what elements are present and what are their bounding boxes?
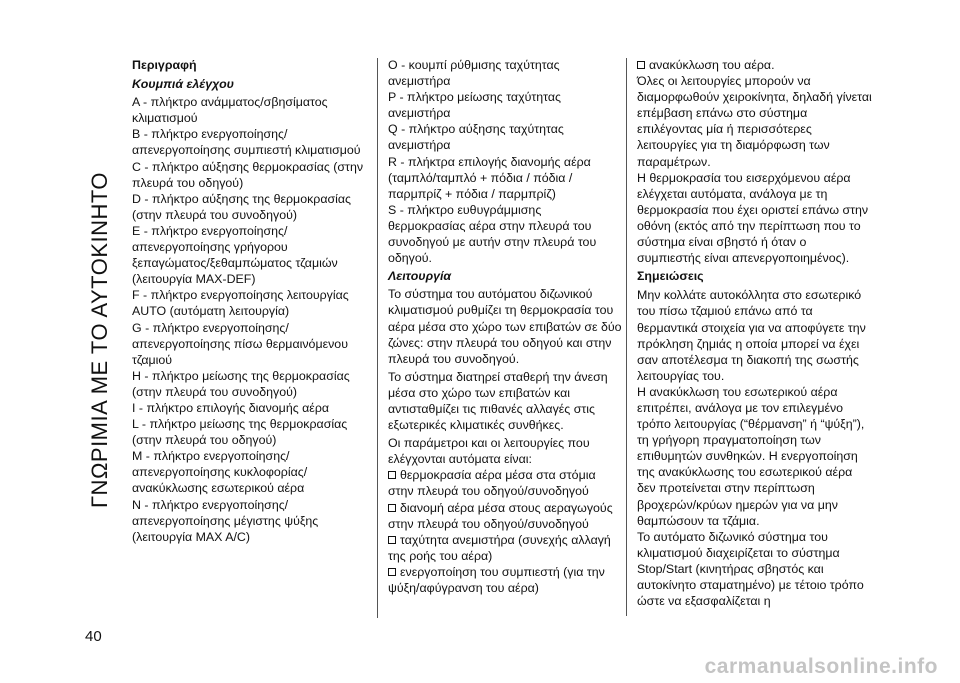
note-paragraph: Το αυτόματο διζωνικό σύστημα του κλιματισμού διαχειρίζεται το σύστημα Stop/Start (κινητήρας σβηστός και αυτοκίνητο σταματημένο) με τέτοιο τρόπο ώστε να εξασφαλίζεται η xyxy=(637,529,864,609)
subheading-controls: Κουμπιά ελέγχου xyxy=(132,77,234,92)
control-item-b: B - πλήκτρο ενεργοποίησης/απενεργοποίησης συμπιεστή κλιματισμού xyxy=(132,127,361,158)
section-side-title xyxy=(80,20,120,660)
paragraph: Οι παράμετροι και οι λειτουργίες που ελέγχονται αυτόματα είναι: xyxy=(388,436,590,467)
paragraph: Όλες οι λειτουργίες μπορούν να διαμορφωθούν χειροκίνητα, δηλαδή γίνεται επέμβαση επάνω στο σύστημα επιλέγοντας μία ή περισσότερες λειτουργίες για τη διαμόρφωση των παραμέτρων. xyxy=(637,74,872,169)
side-title-text: ΓΝΩΡΙΜΙΑ ΜΕ ΤΟ ΑΥΤΟΚΙΝΗΤΟ xyxy=(87,171,113,509)
column-left xyxy=(132,57,364,545)
bullet-item xyxy=(388,532,622,564)
bullet-text: διανομή αέρα μέσα στους αεραγωγούς στην πλευρά του οδηγού/συνοδηγού xyxy=(388,500,613,531)
bullet-item xyxy=(388,564,622,596)
control-item-r: R - πλήκτρα επιλογής διανομής αέρα (ταμπλό/ταμπλό + πόδια / πόδια / παρμπρίζ + πόδια / παρμπρίζ) xyxy=(388,154,591,201)
watermark-logo: carmanualsonline.info xyxy=(704,655,938,678)
control-item-i: I - πλήκτρο επιλογής διανομής αέρα xyxy=(132,400,330,415)
square-bullet-icon xyxy=(388,568,396,576)
control-item-l: L - πλήκτρο μείωσης της θερμοκρασίας (στην πλευρά του οδηγού) xyxy=(132,417,348,448)
control-item-m: M - πλήκτρο ενεργοποίησης/απενεργοποίησης κυκλοφορίας/ανακύκλωσης εσωτερικού αέρα xyxy=(132,449,308,496)
column-divider xyxy=(626,58,627,616)
subheading-operation: Λειτουργία xyxy=(388,269,452,284)
column-middle xyxy=(388,57,622,596)
bullet-text: ενεργοποίηση του συμπιεστή (για την ψύξη/αφύγρανση του αέρα) xyxy=(388,564,605,595)
bullet-text: ταχύτητα ανεμιστήρα (συνεχής αλλαγή της ροής του αέρα) xyxy=(388,532,611,563)
control-item-o: O - κουμπί ρύθμισης ταχύτητας ανεμιστήρα xyxy=(388,58,560,89)
page-number: 40 xyxy=(85,628,102,645)
square-bullet-icon xyxy=(388,471,396,479)
square-bullet-icon xyxy=(388,536,396,544)
paragraph: Το σύστημα διατηρεί σταθερή την άνεση μέσα στο χώρο των επιβατών και αντισταθμίζει τις πιθανές αλλαγές στις εξωτερικές κλιματικές συνθήκες. xyxy=(388,369,608,433)
bullet-item xyxy=(388,500,622,532)
control-item-d: D - πλήκτρο αύξησης της θερμοκρασίας (στην πλευρά του συνοδηγού) xyxy=(132,191,352,222)
note-paragraph: Μην κολλάτε αυτοκόλλητα στο εσωτερικό του πίσω τζαμιού επάνω από τα θερμαντικά στοιχεία για να αποφύγετε την πρόκληση ζημιάς η οποία μπορεί να έχει σαν αποτέλεσμα τη διακοπή της σωστής λειτουργίας του. xyxy=(637,288,866,383)
paragraph: Το σύστημα του αυτόματου διζωνικού κλιματισμού ρυθμίζει τη θερμοκρασία του αέρα μέσα στο χώρο των επιβατών σε δύο ζώνες: στην πλευρά του οδηγού και στην πλευρά του συνοδηγού. xyxy=(388,287,622,366)
control-item-g: G - πλήκτρο ενεργοποίησης/απενεργοποίησης πίσω θερμαινόμενου τζαμιού xyxy=(132,320,348,367)
control-item-p: P - πλήκτρο μείωσης ταχύτητας ανεμιστήρα xyxy=(388,90,562,121)
bullet-text: ανακύκλωση του αέρα. xyxy=(649,58,775,72)
column-right xyxy=(637,57,873,609)
control-item-n: N - πλήκτρο ενεργοποίησης/απενεργοποίησης μέγιστης ψύξης (λειτουργία MAX A/C) xyxy=(132,497,319,544)
control-item-f: F - πλήκτρο ενεργοποίησης λειτουργίας AUTO (αυτόματη λειτουργία) xyxy=(132,288,349,319)
section-heading-description: Περιγραφή xyxy=(132,58,197,72)
control-item-c: C - πλήκτρο αύξησης θερμοκρασίας (στην πλευρά του οδηγού) xyxy=(132,159,364,190)
control-item-s: S - πλήκτρο ευθυγράμμισης θερμοκρασίας αέρα στην πλευρά του συνοδηγού με αυτήν στην πλευρά του οδηγού. xyxy=(388,202,597,266)
control-item-a: A - πλήκτρο ανάμματος/σβησίματος κλιματισμού xyxy=(132,95,328,126)
control-item-q: Q - πλήκτρο αύξησης ταχύτητας ανεμιστήρα xyxy=(388,122,564,153)
control-item-e: E - πλήκτρο ενεργοποίησης/απενεργοποίησης γρήγορου ξεπαγώματος/ξεθαμπώματος τζαμιών (λειτουργία MAX-DEF) xyxy=(132,223,338,287)
square-bullet-icon xyxy=(637,61,645,69)
square-bullet-icon xyxy=(388,504,396,512)
bullet-item xyxy=(388,467,622,499)
note-paragraph: Η ανακύκλωση του εσωτερικού αέρα επιτρέπει, ανάλογα με τον επιλεγμένο τρόπο λειτουργίας (“θέρμανση” ή “ψύξη”), τη γρήγορη πραγματοποίηση των επιθυμητών συνθηκών. Η ενεργοποίηση της ανακύκλωσης του εσωτερικού αέρα δεν προτείνεται στην περίπτωση βροχερών/κρύων ημερών για να μην θαμπώσουν τα τζάμια. xyxy=(637,384,865,528)
bullet-text: θερμοκρασία αέρα μέσα στα στόμια στην πλευρά του οδηγού/συνοδηγού xyxy=(388,468,596,499)
paragraph: Η θερμοκρασία του εισερχόμενου αέρα ελέγχεται αυτόματα, ανάλογα με τη θερμοκρασία που έχει οριστεί επάνω στην οθόνη (εκτός από την περίπτωση που το σύστημα είναι σβηστό ή όταν ο συμπιεστής είναι απενεργοποιημένος). xyxy=(637,170,869,266)
section-heading-notes: Σημειώσεις xyxy=(637,269,704,284)
bullet-item xyxy=(637,57,873,73)
control-item-h: H - πλήκτρο μείωσης της θερμοκρασίας (στην πλευρά του συνοδηγού) xyxy=(132,368,350,399)
column-divider xyxy=(377,58,378,618)
